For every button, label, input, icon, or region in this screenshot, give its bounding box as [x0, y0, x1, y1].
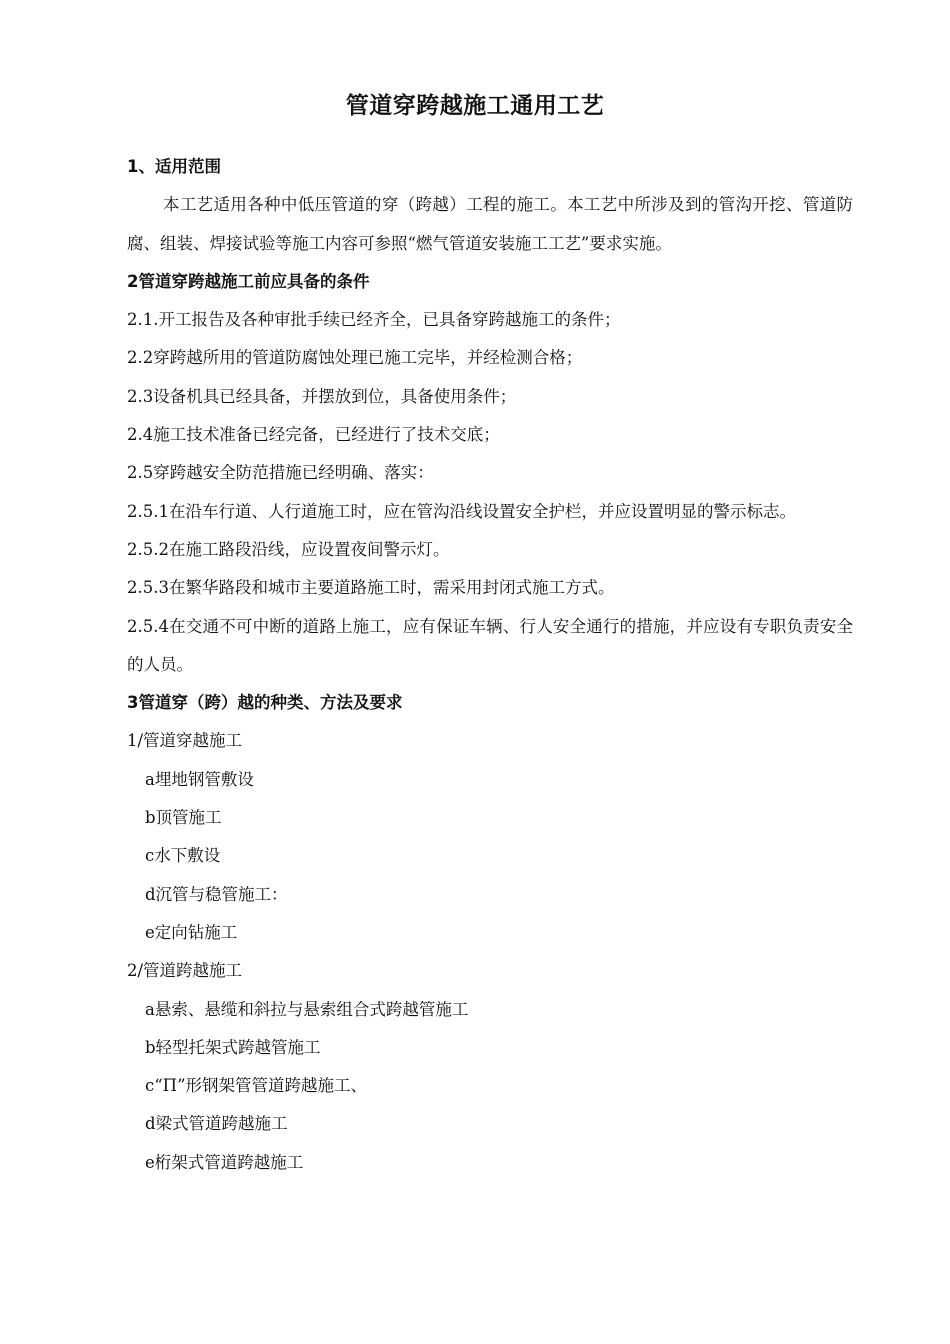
- crossing-method-item: d沉管与稳管施工：: [145, 884, 288, 904]
- condition-item: 2.3设备机具已经具备，并摆放到位，具备使用条件；: [127, 386, 517, 406]
- document-title: 管道穿跨越施工通用工艺: [345, 93, 605, 119]
- crossing-method-item: b顶管施工: [145, 808, 222, 828]
- scope-paragraph: 本工艺适用各种中低压管道的穿（跨越）工程的施工。本工艺中所涉及到的管沟开挖、管道防腐、组装、焊接试验等施工内容可参照“燃气管道安装施工工艺”要求实施。: [127, 195, 853, 253]
- crossing-method-item: c水下敷设: [145, 846, 221, 866]
- condition-item: 2.4施工技术准备已经完备，已经进行了技术交底；: [127, 425, 500, 445]
- crossing-method-item: e定向钻施工: [145, 922, 238, 942]
- spanning-group-label: 2/管道跨越施工: [127, 961, 243, 981]
- condition-item: 2.5穿跨越安全防范措施已经明确、落实：: [127, 463, 434, 483]
- condition-item: 2.5.2在施工路段沿线，应设置夜间警示灯。: [127, 539, 450, 559]
- section-heading-3: 3管道穿（跨）越的种类、方法及要求: [127, 693, 403, 713]
- condition-item: 2.1.开工报告及各种审批手续已经齐全，已具备穿跨越施工的条件；: [127, 310, 621, 330]
- spanning-method-item: d梁式管道跨越施工: [145, 1114, 288, 1134]
- condition-item: 2.5.1在沿车行道、人行道施工时，应在管沟沿线设置安全护栏，并应设置明显的警示标志。: [127, 501, 796, 521]
- spanning-method-item: a悬索、悬缆和斜拉与悬索组合式跨越管施工: [145, 999, 469, 1019]
- section-heading-2: 2管道穿跨越施工前应具备的条件: [127, 271, 370, 291]
- spanning-method-item: e桁架式管道跨越施工: [145, 1152, 304, 1172]
- condition-item: 2.5.4在交通不可中断的道路上施工，应有保证车辆、行人安全通行的措施，并应设有专职负责安全的人员。: [127, 616, 853, 674]
- spanning-method-item: b轻型托架式跨越管施工: [145, 1037, 321, 1057]
- condition-item: 2.5.3在繁华路段和城市主要道路施工时，需采用封闭式施工方式。: [127, 578, 615, 598]
- crossing-method-item: a埋地钢管敷设: [145, 769, 254, 789]
- document-body: [127, 148, 853, 1182]
- spanning-method-item: c“П”形钢架管管道跨越施工、: [145, 1076, 368, 1096]
- section-heading-1: 1、适用范围: [127, 157, 221, 176]
- crossing-group-label: 1/管道穿越施工: [127, 731, 243, 751]
- condition-item: 2.2穿跨越所用的管道防腐蚀处理已施工完毕，并经检测合格；: [127, 348, 583, 368]
